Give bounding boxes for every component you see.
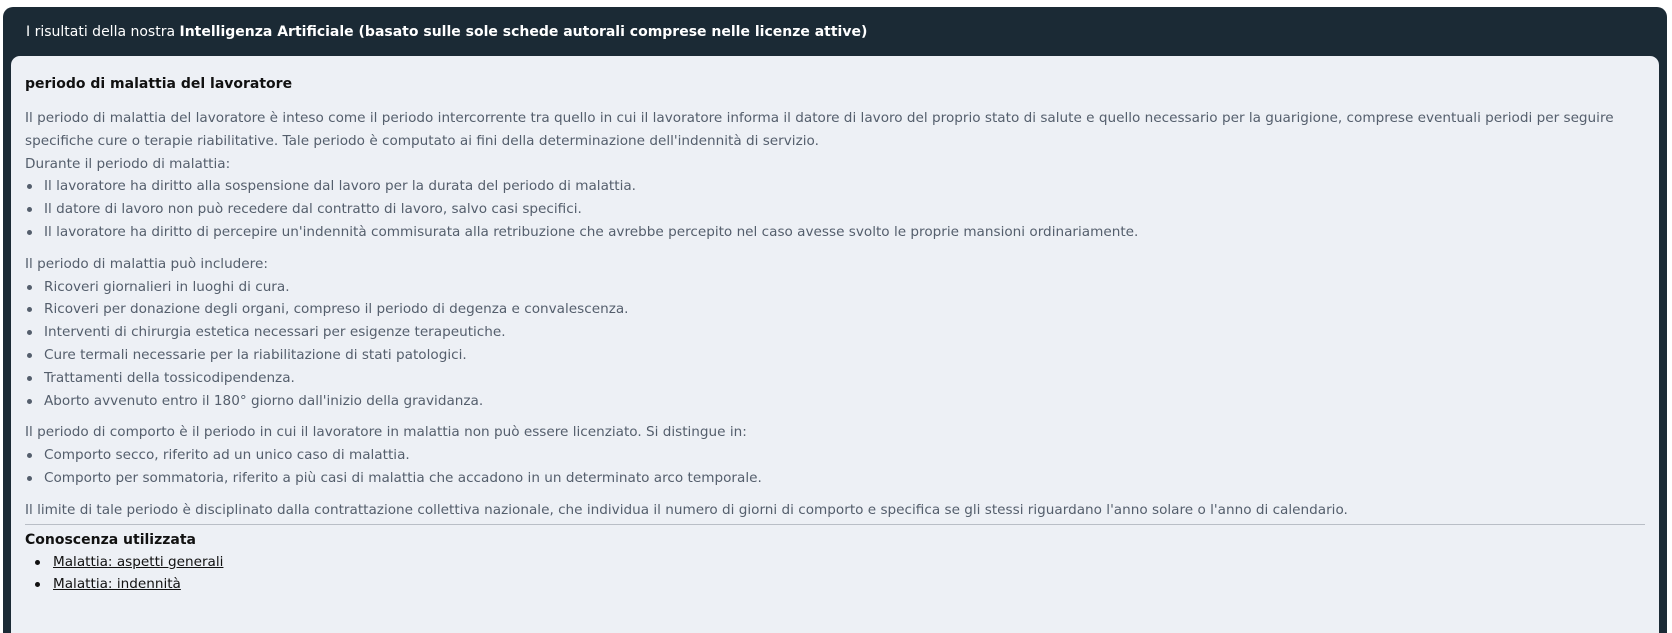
list-item: Comporto per sommatoria, riferito a più casi di malattia che accadono in un determinato arco temporale. <box>25 467 1645 490</box>
knowledge-title: Conoscenza utilizzata <box>25 531 196 548</box>
list-item: Ricoveri per donazione degli organi, compreso il periodo di degenza e convalescenza. <box>25 298 1645 321</box>
divider <box>25 524 1645 525</box>
list-item: Il lavoratore ha diritto di percepire un'indennità commisurata alla retribuzione che avrebbe percepito nel caso avesse svolto le proprie mansioni ordinariamente. <box>25 221 1645 244</box>
list-item: Il datore di lavoro non può recedere dal contratto di lavoro, salvo casi specifici. <box>25 198 1645 221</box>
list-item: Interventi di chirurgia estetica necessari per esigenze terapeutiche. <box>25 321 1645 344</box>
list-item: Cure termali necessarie per la riabilitazione di stati patologici. <box>25 344 1645 367</box>
comporto-intro: Il periodo di comporto è il periodo in cui il lavoratore in malattia non può essere licenziato. Si distingue in: <box>25 424 747 441</box>
during-intro: Durante il periodo di malattia: <box>25 155 231 172</box>
list-item: Il lavoratore ha diritto alla sospensione dal lavoro per la durata del periodo di malattia. <box>25 175 1645 198</box>
header-title: Intelligenza Artificiale (basato sulle sole schede autorali comprese nelle licenze attive) <box>179 23 868 40</box>
knowledge-link-item <box>25 551 1645 574</box>
list-item: Aborto avvenuto entro il 180° giorno dall'inizio della gravidanza. <box>25 390 1645 413</box>
panel-header <box>11 7 1659 56</box>
comporto-list <box>25 444 1645 490</box>
knowledge-links <box>25 551 1645 597</box>
list-item: Ricoveri giornalieri in luoghi di cura. <box>25 276 1645 299</box>
list-item: Comporto secco, riferito ad un unico caso di malattia. <box>25 444 1645 467</box>
header-prefix: I risultati della nostra <box>26 23 180 40</box>
answer-intro-paragraph: Il periodo di malattia del lavoratore è inteso come il periodo intercorrente tra quello in cui il lavoratore informa il datore di lavoro del proprio stato di salute e quello necessario per la guarigione, comprese eventuali periodi per seguire specifiche cure o terapie riabilitative. Tale periodo è computato ai fini della determinazione dell'indennità di servizio. <box>25 110 1614 149</box>
knowledge-link-aspetti-generali[interactable]: Malattia: aspetti generali <box>53 553 224 570</box>
during-list <box>25 175 1645 243</box>
includes-intro: Il periodo di malattia può includere: <box>25 255 268 272</box>
knowledge-link-indennita[interactable]: Malattia: indennità <box>53 576 181 593</box>
knowledge-link-item <box>25 573 1645 596</box>
includes-list <box>25 276 1645 413</box>
ai-results-panel <box>3 7 1667 633</box>
answer-title: periodo di malattia del lavoratore <box>25 76 293 92</box>
answer-content <box>11 56 1659 633</box>
list-item: Trattamenti della tossicodipendenza. <box>25 367 1645 390</box>
limit-paragraph: Il limite di tale periodo è disciplinato dalla contrattazione collettiva nazionale, che individua il numero di giorni di comporto e specifica se gli stessi riguardano l'anno solare o l'anno di calendario. <box>25 501 1348 518</box>
